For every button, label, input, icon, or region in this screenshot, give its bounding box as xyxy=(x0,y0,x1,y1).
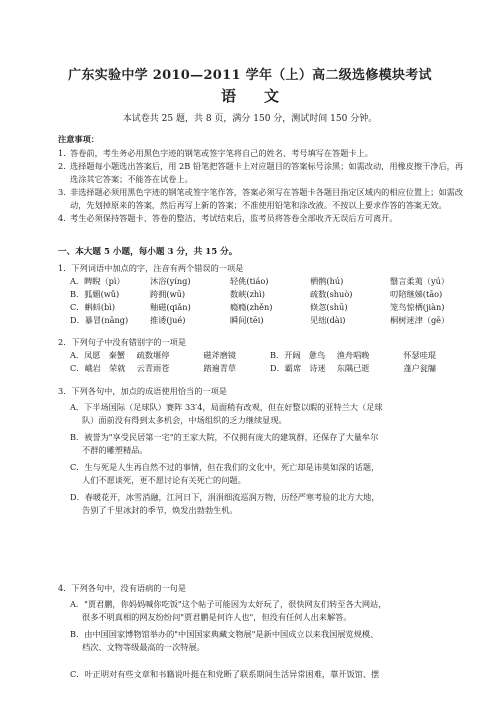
section-heading: 一、本大题 5 小题，每小题 3 分，共 15 分。 xyxy=(58,247,238,257)
option-word: B．开阔 惫鸟 xyxy=(270,350,326,360)
option-line: B．由中国国家博物馆举办的"中国国家典藏文物展"是新中国成立以来我国展览规模、 xyxy=(70,629,379,639)
notice-item-number: 3. xyxy=(58,187,66,197)
option-row xyxy=(58,301,470,314)
option-word: 数峡(zhì) xyxy=(230,289,265,299)
notice-item-number: 1. xyxy=(58,148,66,158)
option-word: 疏数堰停 xyxy=(136,350,170,360)
option-word: 轻佻(tiáo) xyxy=(230,276,269,286)
option-word: 沐浴(yíng) xyxy=(150,276,191,286)
option-word: D．霸席 诗迷 xyxy=(270,363,326,373)
notice-title: 注意事项： xyxy=(58,134,99,144)
option-line: C．生与死是人生再自然不过的事情，但在我们的文化中，死亡却是讳莫如深的话题， xyxy=(70,462,380,472)
option-item xyxy=(58,401,470,427)
option-word: 疏数(shuò) xyxy=(310,289,353,299)
option-word: 桐树迷津（gē） xyxy=(390,315,450,325)
question-2 xyxy=(58,336,470,375)
option-item xyxy=(58,628,470,654)
option-word: C．蝌蚪(bì) xyxy=(70,302,116,312)
option-line: D．春暖花开，冰雪消融，江河日下，涓涓细流巡润万物，历经严寒考验的北方大地， xyxy=(70,492,380,502)
option-line: B．被誉为"享受民居第一宅"的王家大院，不仅拥有庞大的建筑群，还保存了大量牟尔 xyxy=(70,432,379,442)
option-word: A．凤愿 秦蟹 xyxy=(70,350,126,360)
notice-item-number: 4. xyxy=(58,213,66,223)
question-stem: 4．下列各句中，没有语病的一句是 xyxy=(58,583,187,593)
option-word: A．睥睨（pì） xyxy=(70,276,125,286)
notice-item xyxy=(58,186,470,212)
option-word: 见绌(dài) xyxy=(310,315,346,325)
option-word: 磁斧磨镜 xyxy=(203,350,237,360)
option-line: 告别了千里冰封的季节，焕发出勃勃生机。 xyxy=(82,505,238,515)
option-word: 翳言柔荑（yú） xyxy=(390,276,450,286)
option-row xyxy=(58,275,470,288)
option-word: 倏忽(shū) xyxy=(310,302,348,312)
option-line: 很多不明真相的网友纷纷问"贾君鹏是何许人也"，但没有任何人出来解答。 xyxy=(82,612,352,622)
option-line: A．下半场国际（足球队）赛阵 33′4，局面稍有改观，但在好整以暇的亚特兰大（足球 xyxy=(70,402,383,412)
option-line: C．叶正明对有些文章和书籍说叶挺在和党断了联系期间生活异常困难，靠开饭馆、摆 xyxy=(70,669,380,679)
notice-item xyxy=(58,160,470,186)
option-word: 东隅已逝 xyxy=(336,363,370,373)
option-item xyxy=(58,461,470,487)
option-word: 瞬间(tēi) xyxy=(230,315,264,325)
exam-subject: 语文 xyxy=(220,87,307,105)
notice-list xyxy=(58,147,470,225)
option-word: 怀瑟哇琨 xyxy=(403,350,437,360)
option-item xyxy=(58,668,470,681)
notice-item-text: 非选择题必须用黑色字迹的钢笔或签字笔作答，答案必须写在答题卡各题目指定区域内的相应位置上；如需改动，先划掉原来的答案，然后再写上新的答案；不准使用铅笔和涂改液。不按以上要求作答的答案无效。 xyxy=(70,187,464,210)
notice-item-text: 考生必须保持答题卡、答卷的整洁，考试结束后，监考员将答卷全部收齐无误后方可离开。 xyxy=(70,213,398,223)
option-word: D．暴冒(nāng) xyxy=(70,315,129,325)
option-word: B．狐媚(wǔ) xyxy=(70,289,120,299)
notice-item-text: 答卷前，考生务必用黑色字迹的钢笔或签字笔将自己的姓名、考号填写在答题卡上。 xyxy=(70,148,373,158)
option-word: 瘾瘾(zhěn) xyxy=(230,302,273,312)
question-1 xyxy=(58,262,470,327)
option-word: 跨拥(wū) xyxy=(150,289,186,299)
option-row xyxy=(58,314,470,327)
option-line: 队）面前没有得到太多机会，中场组织的乏力继续显现。 xyxy=(82,415,287,425)
option-word: 栖鹘(hú) xyxy=(310,276,344,286)
question-stem: 1．下列词语中加点的字，注音有两个错误的一项是 xyxy=(58,263,244,273)
option-word: 蓬户瓮牖 xyxy=(403,363,437,373)
option-item xyxy=(58,598,470,624)
exam-title: 广东实验中学 2010—2011 学年（上）高二级选修模块考试 xyxy=(68,68,432,83)
notice-item xyxy=(58,212,470,225)
option-word: 渔舟唱晚 xyxy=(336,350,370,360)
option-row xyxy=(58,349,470,362)
option-word: 云青雨苍 xyxy=(136,363,170,373)
option-line: A．"贾君鹏，你妈妈喊你吃饭"这个帖子可能因为太好玩了，很快网友们转至各大网站， xyxy=(70,599,387,609)
option-word: 釉磁(qiǎn) xyxy=(150,302,191,312)
question-3 xyxy=(58,385,470,517)
option-line: 人们不愿谈死，更不愿讨论有关死亡的问题。 xyxy=(82,475,246,485)
option-word: 踏遍青草 xyxy=(203,363,237,373)
notice-item xyxy=(58,147,470,160)
notice-item-text: 选择题每小题选出答案后，用 2B 铅笔把答题卡上对应题目的答案标号涂黑；如需改动，用橡皮擦干净后，再选涂其它答案；不能答在试卷上。 xyxy=(70,161,464,184)
notice-item-number: 2. xyxy=(58,161,66,171)
option-line: 不群的雕塑精品。 xyxy=(82,445,148,455)
question-stem: 2．下列句子中没有错别字的一项是 xyxy=(58,337,187,347)
option-word: 推诿(jué) xyxy=(150,315,186,325)
option-row xyxy=(58,288,470,301)
option-line: 档次、文物等级最高的一次特展。 xyxy=(82,642,205,652)
question-stem: 3．下列各句中，加点的成语使用恰当的一项是 xyxy=(58,386,227,396)
option-word: 笼鸟惊栖(jiàn) xyxy=(390,302,445,312)
exam-info: 本试卷共 25 题，共 8 页，满分 150 分，测试时间 150 分钟。 xyxy=(122,114,378,124)
option-row xyxy=(58,362,470,375)
option-word: C．峨岩 荣就 xyxy=(70,363,126,373)
option-word: 叨陪继娣(tāo) xyxy=(390,289,443,299)
option-item xyxy=(58,431,470,457)
question-4 xyxy=(58,582,470,681)
option-item xyxy=(58,491,470,517)
